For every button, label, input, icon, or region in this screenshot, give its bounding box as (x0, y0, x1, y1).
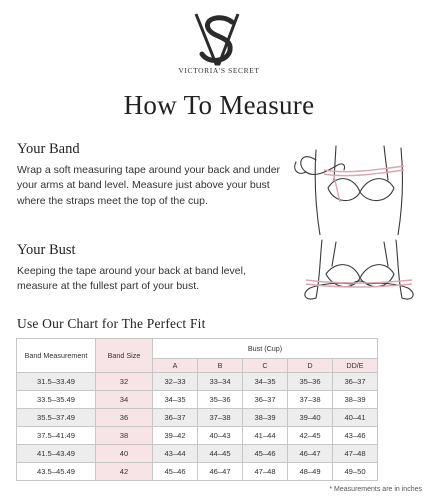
bust-cell: 47–48 (243, 463, 288, 481)
table-row (17, 391, 378, 409)
band-size-cell: 34 (96, 391, 153, 409)
bust-cell: 39–42 (153, 427, 198, 445)
band-measurement-cell: 41.5–43.49 (17, 445, 96, 463)
measurement-note: * Measurements are in inches (329, 486, 422, 493)
table-row (17, 373, 378, 391)
band-size-cell: 36 (96, 409, 153, 427)
bust-cell: 48–49 (288, 463, 333, 481)
bust-cell: 36–37 (333, 373, 378, 391)
band-heading: Your Band (17, 141, 80, 157)
bust-cell: 44–45 (198, 445, 243, 463)
band-measure-illustration (276, 140, 426, 235)
bust-cell: 37–38 (288, 391, 333, 409)
bust-cell: 39–40 (288, 409, 333, 427)
bust-cell: 34–35 (153, 391, 198, 409)
bust-cell: 40–43 (198, 427, 243, 445)
table-row (17, 409, 378, 427)
bust-instructions: Keeping the tape around your back at band level, measure at the fullest part of your bust. (17, 265, 246, 293)
bust-cell: 32–33 (153, 373, 198, 391)
size-chart-table (16, 338, 378, 481)
band-measurement-cell: 37.5–41.49 (17, 427, 96, 445)
bust-cell: 38–39 (243, 409, 288, 427)
page-title: How To Measure (123, 90, 315, 120)
bust-cell: 43–46 (333, 427, 378, 445)
vs-monogram-logo (186, 10, 252, 68)
band-size-header: Band Size (96, 339, 153, 373)
band-measurement-cell: 35.5–37.49 (17, 409, 96, 427)
table-row (17, 445, 378, 463)
cup-header: DD/E (333, 359, 378, 373)
bust-cell: 47–48 (333, 445, 378, 463)
bust-cell: 38–39 (333, 391, 378, 409)
band-size-cell: 40 (96, 445, 153, 463)
bust-cell: 35–36 (288, 373, 333, 391)
band-measurement-cell: 31.5–33.49 (17, 373, 96, 391)
bust-cell: 41–44 (243, 427, 288, 445)
cup-header: C (243, 359, 288, 373)
band-size-cell: 42 (96, 463, 153, 481)
bust-cell: 35–36 (198, 391, 243, 409)
bust-heading: Your Bust (17, 242, 76, 258)
band-size-cell: 38 (96, 427, 153, 445)
band-instructions: Wrap a soft measuring tape around your back and under your arms at band level. Measure just above your bust where the straps meet the top of the cup. (17, 164, 281, 207)
bust-cell: 40–41 (333, 409, 378, 427)
bust-cell: 45–46 (153, 463, 198, 481)
bust-cell: 36–37 (153, 409, 198, 427)
band-measurement-cell: 43.5–45.49 (17, 463, 96, 481)
cup-header: D (288, 359, 333, 373)
bust-cell: 43–44 (153, 445, 198, 463)
bust-cell: 34–35 (243, 373, 288, 391)
bust-measure-illustration (276, 238, 426, 313)
cup-header: A (153, 359, 198, 373)
brand-name: VICTORIA'S SECRET (178, 66, 260, 75)
bust-cell: 49–50 (333, 463, 378, 481)
bust-cell: 46–47 (198, 463, 243, 481)
band-measurement-header: Band Measurement (17, 339, 96, 373)
chart-heading: Use Our Chart for The Perfect Fit (17, 316, 206, 331)
cup-header: B (198, 359, 243, 373)
bust-cell: 46–47 (288, 445, 333, 463)
band-measurement-cell: 33.5–35.49 (17, 391, 96, 409)
bust-cell: 45–46 (243, 445, 288, 463)
bust-cell: 36–37 (243, 391, 288, 409)
bust-cell: 37–38 (198, 409, 243, 427)
table-row (17, 427, 378, 445)
bust-cell: 33–34 (198, 373, 243, 391)
band-size-cell: 32 (96, 373, 153, 391)
table-row (17, 463, 378, 481)
bust-cell: 42–45 (288, 427, 333, 445)
bust-cup-header: Bust (Cup) (153, 339, 378, 359)
